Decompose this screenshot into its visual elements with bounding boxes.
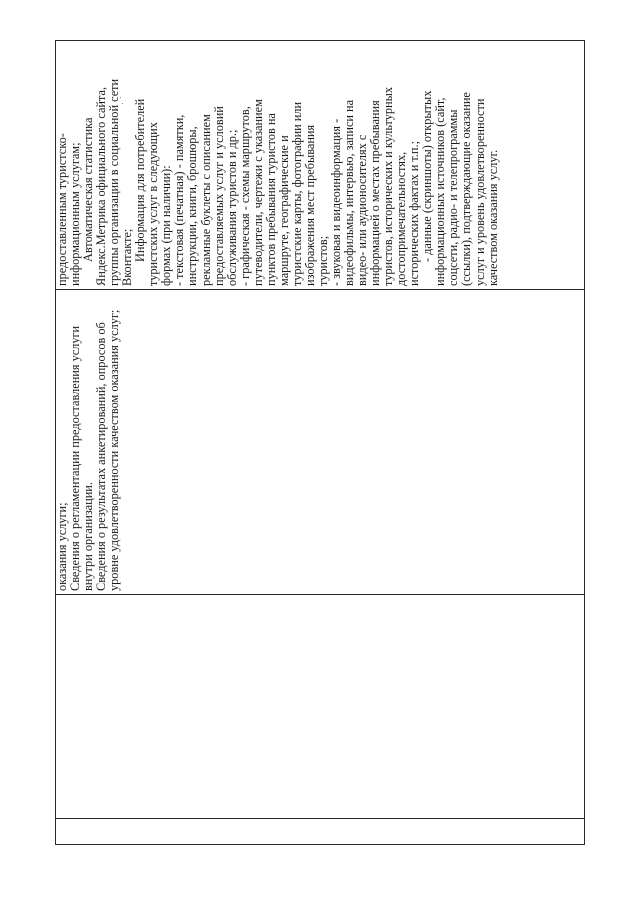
text-line: туристские карты, фотографии или bbox=[289, 101, 304, 286]
table-cell-tourist-information bbox=[55, 40, 585, 290]
text-line: рекламные буклеты с описанием bbox=[198, 114, 213, 286]
text-line: формах (при наличии): bbox=[159, 165, 174, 286]
text-line: предоставленным туристско- bbox=[55, 133, 69, 286]
text-line: качеством оказания услуг. bbox=[485, 149, 500, 286]
text-line: Сведения о регламентации предоставления услуги bbox=[68, 325, 83, 591]
cell-text-tourist-information bbox=[56, 44, 500, 286]
text-line: путеводители, чертежи с указанием bbox=[250, 99, 265, 286]
cell-text-information-sources bbox=[56, 293, 121, 591]
text-line: туристских услуг в следующих bbox=[146, 122, 161, 286]
text-line: пунктов пребывания туристов на bbox=[263, 113, 278, 286]
text-line: соцсети, радио- и телепрограммы bbox=[446, 109, 461, 286]
table-cell-empty bbox=[55, 594, 585, 819]
text-line: видеофильмы, интервью, записи на bbox=[342, 99, 357, 286]
document-table bbox=[55, 40, 585, 845]
text-line: услуг и уровень удовлетворенности bbox=[472, 98, 487, 286]
text-line: - данные (скриншоты) открытых bbox=[420, 90, 435, 262]
text-line: - графическая - схемы маршрутов, bbox=[237, 106, 252, 286]
text-line: информационных источников (сайт, bbox=[433, 97, 448, 286]
text-line: видео- или аудионосителях с bbox=[355, 134, 370, 286]
text-line: достопримечательностях, bbox=[394, 151, 409, 286]
text-line: Яндекс.Метрика официального сайта, bbox=[94, 86, 109, 286]
text-line: исторических фактах и т.п.; bbox=[407, 140, 422, 286]
text-line: группы организации в социальной сети bbox=[107, 78, 122, 286]
text-line: Информация для потребителей bbox=[133, 98, 148, 262]
text-line: туристов, исторических и культурных bbox=[381, 86, 396, 286]
text-line: обслуживания туристов и др.; bbox=[224, 129, 239, 286]
rotated-page bbox=[55, 40, 585, 845]
table-cell-information-sources bbox=[55, 289, 585, 595]
text-line: Вконтакте; bbox=[120, 228, 135, 286]
text-line: внутри организации. bbox=[81, 482, 96, 591]
text-line: информационным услугам; bbox=[68, 142, 83, 286]
text-line: маршруте, географические и bbox=[276, 135, 291, 286]
text-line: изображения мест пребывания bbox=[302, 124, 317, 286]
text-line: информацией о местах пребывания bbox=[368, 100, 383, 286]
text-line: Автоматическая статистика bbox=[81, 117, 96, 262]
text-line: предоставляемых услуг и условий bbox=[211, 106, 226, 286]
text-line: уровне удовлетворенности качеством оказания услуг; bbox=[107, 309, 122, 591]
text-line: оказания услуги; bbox=[55, 502, 69, 591]
text-line: туристов; bbox=[315, 235, 330, 286]
text-line: Сведения о результатах анкетирований, опросов об bbox=[94, 322, 109, 591]
text-line: (ссылки), подтверждающие оказание bbox=[459, 92, 474, 286]
text-line: - текстовая (печатная) - памятки, bbox=[172, 114, 187, 286]
table-cell-empty-narrow bbox=[55, 818, 585, 845]
text-line: - звуковая и видеоинформация - bbox=[328, 118, 343, 286]
text-line: инструкции, книги, брошюры, bbox=[185, 126, 200, 286]
